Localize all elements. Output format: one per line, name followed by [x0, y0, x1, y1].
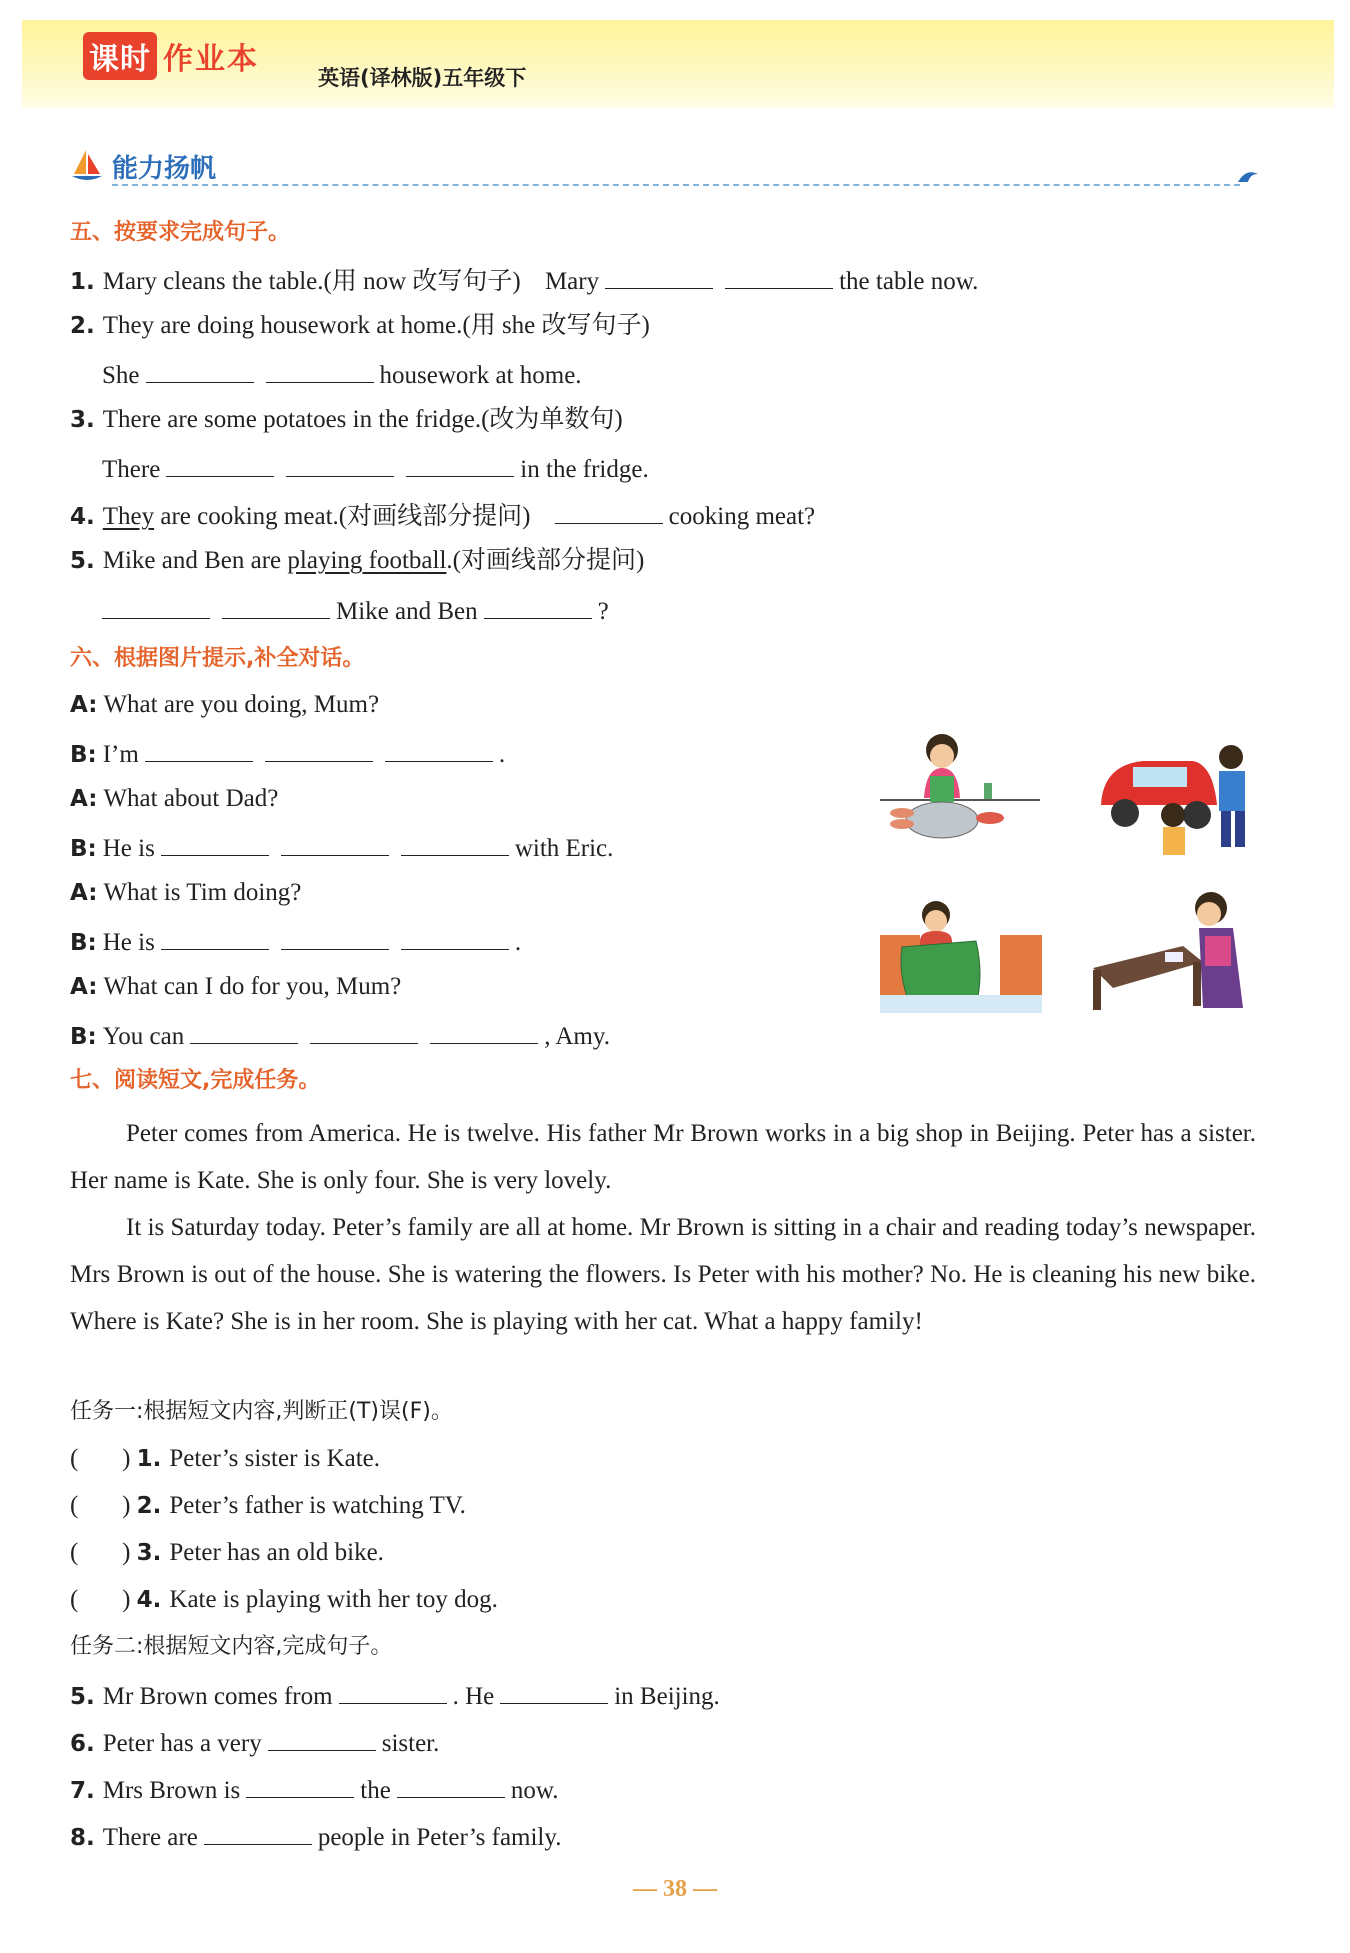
item-text: They are doing housework at home.(用 she 改写句子)	[102, 312, 650, 339]
dialog-end: .	[514, 929, 522, 956]
speaker-label: B:	[70, 930, 97, 956]
answer-blank[interactable]	[310, 1019, 418, 1044]
fill-text: sister.	[381, 1730, 440, 1757]
brand-logo	[83, 32, 259, 80]
answer-blank[interactable]	[222, 594, 330, 619]
speaker-label: A:	[70, 692, 98, 718]
answer-blank[interactable]	[161, 831, 269, 856]
passage-paragraph-2: It is Saturday today. Peter’s family are all at home. Mr Brown is sitting in a chair and reading today’s newspaper. Mrs Brown is out of the house. She is watering the flowers. Is Peter with his mother? No. He is cleaning his new bike. Where is Kate? She is in her room. She is playing with her cat. What a happy family!	[70, 1214, 1256, 1335]
dialog-end: , Amy.	[544, 1023, 610, 1050]
answer-bracket[interactable]: ( )	[70, 1445, 131, 1472]
fill-text: people in Peter’s family.	[317, 1824, 562, 1851]
answer-blank[interactable]	[385, 737, 493, 762]
fill-prefix: She	[102, 362, 140, 389]
speaker-label: A:	[70, 880, 98, 906]
dialog-line	[70, 1019, 610, 1052]
answer-blank[interactable]	[265, 737, 373, 762]
dialog-end: with Eric.	[514, 835, 614, 862]
fill-text: Mr Brown comes from	[102, 1683, 333, 1710]
answer-bracket[interactable]: ( )	[70, 1586, 131, 1613]
fill-prefix: There	[102, 456, 161, 483]
fill-suffix: ?	[597, 598, 609, 625]
item-text-pre: Mike and Ben are	[102, 547, 288, 574]
tf-text: Peter has an old bike.	[169, 1539, 384, 1566]
answer-blank[interactable]	[401, 925, 509, 950]
answer-blank[interactable]	[500, 1679, 608, 1704]
item-number: 1.	[136, 1446, 162, 1472]
answer-blank[interactable]	[484, 594, 592, 619]
fill-item-5	[70, 1679, 720, 1712]
item-text: are cooking meat.(对画线部分提问)	[154, 503, 531, 530]
answer-blank[interactable]	[286, 452, 394, 477]
q5-item-4	[70, 499, 815, 532]
q5-item-5-answer	[102, 594, 609, 627]
answer-blank[interactable]	[102, 594, 210, 619]
fill-text: There are	[102, 1824, 198, 1851]
item-number: 5.	[70, 1684, 95, 1710]
tf-text: Kate is playing with her toy dog.	[169, 1586, 498, 1613]
item-number: 5.	[70, 548, 95, 574]
dialog-line	[70, 784, 278, 814]
folding-clothes-picture	[880, 895, 1042, 1013]
speaker-label: A:	[70, 974, 98, 1000]
q6-heading: 六、根据图片提示,补全对话。	[70, 646, 365, 671]
answer-blank[interactable]	[281, 831, 389, 856]
item-text: Mary cleans the table.(用 now 改写句子)	[102, 268, 521, 295]
fill-suffix: in the fridge.	[520, 456, 649, 483]
dialog-text: What about Dad?	[103, 785, 279, 812]
fill-suffix: housework at home.	[379, 362, 582, 389]
task-one-heading: 任务一:根据短文内容,判断正(T)误(F)。	[70, 1399, 453, 1424]
dialog-line	[70, 925, 521, 958]
dialog-text: What are you doing, Mum?	[103, 691, 380, 718]
q5-item-3-answer	[102, 452, 649, 485]
tf-item	[70, 1491, 466, 1521]
washing-dishes-picture	[880, 728, 1040, 853]
dialog-text: What can I do for you, Mum?	[103, 973, 402, 1000]
item-number: 2.	[70, 313, 95, 339]
dialog-text: He is	[102, 835, 155, 862]
tf-item	[70, 1538, 384, 1568]
fill-text: now.	[510, 1777, 559, 1804]
dialog-line	[70, 878, 301, 908]
item-number: 3.	[70, 407, 95, 433]
answer-blank[interactable]	[555, 499, 663, 524]
speaker-label: B:	[70, 742, 97, 768]
answer-bracket[interactable]: ( )	[70, 1539, 131, 1566]
dialog-text: He is	[102, 929, 155, 956]
fill-text: Peter has a very	[102, 1730, 262, 1757]
speaker-label: B:	[70, 836, 97, 862]
brand-box: 课时	[83, 32, 157, 80]
answer-blank[interactable]	[401, 831, 509, 856]
answer-blank[interactable]	[190, 1019, 298, 1044]
answer-blank[interactable]	[268, 1726, 376, 1751]
answer-blank[interactable]	[166, 452, 274, 477]
fill-item-6	[70, 1726, 439, 1759]
passage-paragraph-1: Peter comes from America. He is twelve. His father Mr Brown works in a big shop in Beijing. Peter has a sister. Her name is Kate. She is only four. She is very lovely.	[70, 1120, 1256, 1194]
q5-item-2-answer	[102, 358, 582, 391]
item-number: 7.	[70, 1778, 95, 1804]
section-title: 能力扬帆	[112, 154, 217, 184]
tf-text: Peter’s father is watching TV.	[169, 1492, 466, 1519]
dialog-line	[70, 690, 379, 720]
fill-text: Mrs Brown is	[102, 1777, 241, 1804]
fill-suffix: cooking meat?	[668, 503, 816, 530]
fill-text: the	[360, 1777, 391, 1804]
reading-passage	[70, 1110, 1256, 1345]
answer-blank[interactable]	[605, 264, 713, 289]
dialog-line	[70, 831, 613, 864]
answer-blank[interactable]	[161, 925, 269, 950]
section-header	[70, 148, 1260, 186]
item-text: There are some potatoes in the fridge.(改为单数句)	[102, 406, 623, 433]
item-number: 3.	[136, 1540, 162, 1566]
tf-item	[70, 1444, 380, 1474]
answer-blank[interactable]	[204, 1820, 312, 1845]
answer-blank[interactable]	[430, 1019, 538, 1044]
fill-item-7	[70, 1773, 559, 1806]
q7-heading: 七、阅读短文,完成任务。	[70, 1068, 321, 1093]
fill-text: in Beijing.	[614, 1683, 720, 1710]
section-divider	[112, 184, 1240, 186]
tf-item	[70, 1585, 498, 1615]
answer-blank[interactable]	[246, 1773, 354, 1798]
dialog-line	[70, 972, 401, 1002]
speaker-label: A:	[70, 786, 98, 812]
fill-text: . He	[452, 1683, 495, 1710]
book-title: 英语(译林版)五年级下	[318, 66, 527, 90]
speaker-label: B:	[70, 1024, 97, 1050]
answer-blank[interactable]	[266, 358, 374, 383]
answer-blank[interactable]	[146, 358, 254, 383]
underlined-word: They	[102, 503, 155, 530]
item-number: 4.	[136, 1587, 162, 1613]
fill-prefix: Mike and Ben	[336, 598, 478, 625]
dialog-text: I’m	[102, 741, 139, 768]
item-text: .(对画线部分提问)	[446, 547, 645, 574]
dialog-end: .	[498, 741, 506, 768]
dialog-text: What is Tim doing?	[103, 879, 302, 906]
item-number: 4.	[70, 504, 95, 530]
page-number: — 38 —	[633, 1876, 717, 1902]
fill-suffix: the table now.	[839, 268, 979, 295]
q5-item-2	[70, 311, 650, 341]
task-two-heading: 任务二:根据短文内容,完成句子。	[70, 1634, 393, 1659]
answer-bracket[interactable]: ( )	[70, 1492, 131, 1519]
item-number: 8.	[70, 1825, 95, 1851]
answer-blank[interactable]	[397, 1773, 505, 1798]
item-number: 1.	[70, 269, 95, 295]
wave-icon	[1236, 166, 1260, 186]
fill-prefix: Mary	[544, 268, 600, 295]
q5-heading: 五、按要求完成句子。	[70, 220, 291, 245]
sailboat-icon	[70, 148, 104, 184]
tf-text: Peter’s sister is Kate.	[169, 1445, 381, 1472]
underlined-phrase: playing football	[287, 547, 447, 574]
dialog-line	[70, 737, 505, 770]
answer-blank[interactable]	[145, 737, 253, 762]
fill-item-8	[70, 1820, 562, 1853]
cleaning-table-picture	[1093, 888, 1258, 1013]
item-number: 2.	[136, 1493, 162, 1519]
answer-blank[interactable]	[339, 1679, 447, 1704]
item-number: 6.	[70, 1731, 95, 1757]
answer-blank[interactable]	[406, 452, 514, 477]
q5-item-1	[70, 264, 978, 297]
dialog-text: You can	[102, 1023, 185, 1050]
q5-item-5	[70, 546, 644, 576]
brand-text: 作业本	[163, 42, 259, 77]
answer-blank[interactable]	[725, 264, 833, 289]
q5-item-3	[70, 405, 623, 435]
washing-car-picture	[1093, 735, 1258, 863]
answer-blank[interactable]	[281, 925, 389, 950]
